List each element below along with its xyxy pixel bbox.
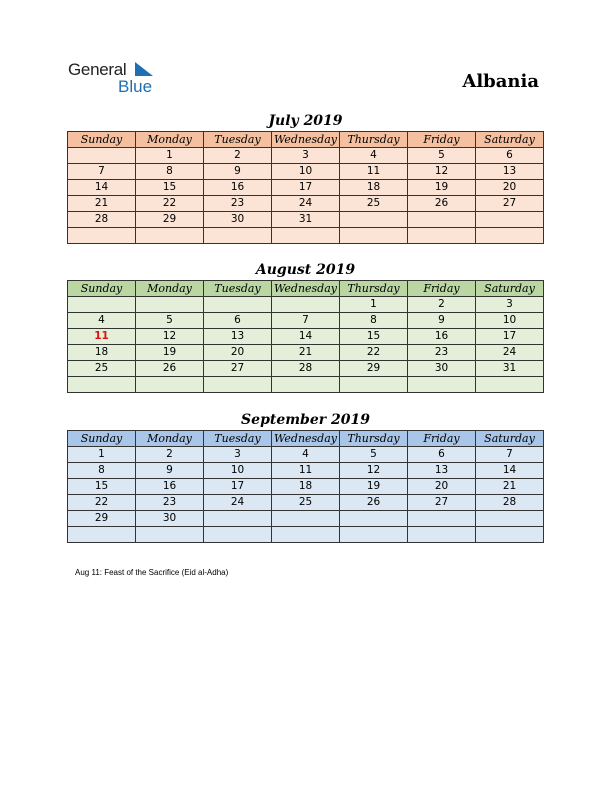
day-cell: 5: [340, 447, 408, 463]
day-cell: [68, 297, 136, 313]
weekday-header: Saturday: [476, 281, 544, 297]
day-cell: 27: [476, 196, 544, 212]
day-cell: 2: [136, 447, 204, 463]
weekday-header: Thursday: [340, 431, 408, 447]
day-cell: 30: [136, 511, 204, 527]
week-row: [68, 180, 544, 196]
week-row: [68, 377, 544, 393]
day-cell: 10: [272, 164, 340, 180]
day-cell: 15: [68, 479, 136, 495]
day-cell: 5: [136, 313, 204, 329]
day-cell: 20: [476, 180, 544, 196]
day-cell: 31: [272, 212, 340, 228]
day-cell: 10: [204, 463, 272, 479]
calendar-grid: [67, 430, 544, 543]
brand-logo: [68, 60, 168, 96]
day-cell: 3: [476, 297, 544, 313]
day-cell: 22: [136, 196, 204, 212]
month-title: July 2019: [268, 113, 343, 129]
day-cell: 18: [68, 345, 136, 361]
weekday-header: Wednesday: [272, 281, 340, 297]
day-cell: [272, 228, 340, 244]
day-cell: 15: [340, 329, 408, 345]
week-row: [68, 527, 544, 543]
day-cell: 12: [136, 329, 204, 345]
day-cell: [476, 377, 544, 393]
day-cell: [476, 511, 544, 527]
weekday-header: Sunday: [68, 431, 136, 447]
weekday-header: Friday: [408, 281, 476, 297]
day-cell: 2: [408, 297, 476, 313]
day-cell: 18: [272, 479, 340, 495]
day-cell: 12: [408, 164, 476, 180]
day-cell: 7: [68, 164, 136, 180]
week-row: [68, 495, 544, 511]
day-cell: [340, 377, 408, 393]
weekday-header-row: [68, 431, 544, 447]
day-cell: 6: [408, 447, 476, 463]
week-row: [68, 212, 544, 228]
day-cell: 28: [68, 212, 136, 228]
day-cell: 4: [272, 447, 340, 463]
day-cell: 1: [136, 148, 204, 164]
calendar-grid: [67, 280, 544, 393]
day-cell: 29: [68, 511, 136, 527]
month-july: [67, 111, 544, 244]
day-cell: 3: [272, 148, 340, 164]
day-cell: [204, 527, 272, 543]
day-cell: 26: [408, 196, 476, 212]
day-cell: 9: [408, 313, 476, 329]
month-title: August 2019: [255, 262, 356, 278]
day-cell: [408, 228, 476, 244]
day-cell: 17: [272, 180, 340, 196]
day-cell: 12: [340, 463, 408, 479]
weekday-header: Wednesday: [272, 431, 340, 447]
weekday-header: Sunday: [68, 132, 136, 148]
day-cell: 14: [476, 463, 544, 479]
weekday-header: Tuesday: [204, 431, 272, 447]
day-cell: [408, 212, 476, 228]
weekday-header-row: [68, 281, 544, 297]
day-cell: [408, 511, 476, 527]
logo-general-text: General: [68, 60, 127, 79]
week-row: [68, 297, 544, 313]
day-cell: 6: [476, 148, 544, 164]
day-cell: 17: [204, 479, 272, 495]
day-cell: 21: [68, 196, 136, 212]
logo-flag-icon: [135, 62, 153, 76]
day-cell: 23: [408, 345, 476, 361]
day-cell: [204, 228, 272, 244]
week-row: [68, 447, 544, 463]
day-cell: [408, 527, 476, 543]
weekday-header: Thursday: [340, 281, 408, 297]
day-cell: [68, 228, 136, 244]
day-cell: 20: [204, 345, 272, 361]
week-row: [68, 148, 544, 164]
holiday-note: Aug 11: Feast of the Sacrifice (Eid al-Adha): [75, 568, 229, 577]
day-cell: 9: [204, 164, 272, 180]
day-cell: 25: [340, 196, 408, 212]
day-cell: 28: [476, 495, 544, 511]
day-cell: 2: [204, 148, 272, 164]
day-cell: 13: [408, 463, 476, 479]
day-cell: 30: [204, 212, 272, 228]
day-cell: [204, 297, 272, 313]
day-cell: 29: [136, 212, 204, 228]
day-cell: 14: [272, 329, 340, 345]
week-row: [68, 345, 544, 361]
day-cell: 14: [68, 180, 136, 196]
day-cell: [136, 527, 204, 543]
weekday-header: Monday: [136, 281, 204, 297]
day-cell: 27: [204, 361, 272, 377]
day-cell: 18: [340, 180, 408, 196]
day-cell: 24: [204, 495, 272, 511]
day-cell: 30: [408, 361, 476, 377]
day-cell: 21: [476, 479, 544, 495]
day-cell: 5: [408, 148, 476, 164]
day-cell: 24: [476, 345, 544, 361]
week-row: [68, 361, 544, 377]
weekday-header: Friday: [408, 431, 476, 447]
day-cell: [68, 148, 136, 164]
day-cell: 17: [476, 329, 544, 345]
weekday-header: Friday: [408, 132, 476, 148]
day-cell: 15: [136, 180, 204, 196]
month-september: [67, 410, 544, 543]
weekday-header: Sunday: [68, 281, 136, 297]
calendar-grid: [67, 131, 544, 244]
week-row: [68, 463, 544, 479]
day-cell: 26: [340, 495, 408, 511]
day-cell: 7: [272, 313, 340, 329]
day-cell: 25: [272, 495, 340, 511]
day-cell: 27: [408, 495, 476, 511]
day-cell: 11: [272, 463, 340, 479]
week-row: [68, 228, 544, 244]
day-cell: 8: [68, 463, 136, 479]
day-cell: 23: [136, 495, 204, 511]
day-cell: 22: [340, 345, 408, 361]
day-cell: [136, 377, 204, 393]
weekday-header: Tuesday: [204, 281, 272, 297]
day-cell: 16: [136, 479, 204, 495]
day-cell: 28: [272, 361, 340, 377]
week-row: [68, 313, 544, 329]
day-cell: 23: [204, 196, 272, 212]
day-cell: [340, 527, 408, 543]
day-cell: [408, 377, 476, 393]
day-cell: [476, 228, 544, 244]
day-cell: 6: [204, 313, 272, 329]
day-cell: 4: [68, 313, 136, 329]
week-row: [68, 329, 544, 345]
day-cell: [68, 377, 136, 393]
day-cell: [340, 228, 408, 244]
day-cell: [476, 212, 544, 228]
day-cell: 22: [68, 495, 136, 511]
day-cell: [136, 297, 204, 313]
week-row: [68, 164, 544, 180]
day-cell: [204, 377, 272, 393]
day-cell: 26: [136, 361, 204, 377]
month-title: September 2019: [241, 412, 370, 428]
day-cell: 19: [340, 479, 408, 495]
week-row: [68, 196, 544, 212]
day-cell: 24: [272, 196, 340, 212]
day-cell: 7: [476, 447, 544, 463]
day-cell: 4: [340, 148, 408, 164]
day-cell: 20: [408, 479, 476, 495]
day-cell: 8: [340, 313, 408, 329]
day-cell: [340, 212, 408, 228]
day-cell: [476, 527, 544, 543]
day-cell: 31: [476, 361, 544, 377]
day-cell: 16: [408, 329, 476, 345]
week-row: [68, 479, 544, 495]
day-cell: 11: [340, 164, 408, 180]
logo-blue-text: Blue: [118, 77, 153, 96]
day-cell: [272, 527, 340, 543]
day-cell: 1: [340, 297, 408, 313]
day-cell: 1: [68, 447, 136, 463]
weekday-header: Monday: [136, 431, 204, 447]
day-cell: [68, 527, 136, 543]
day-cell: 25: [68, 361, 136, 377]
day-cell: [272, 377, 340, 393]
country-title: Albania: [462, 71, 539, 92]
day-cell: 21: [272, 345, 340, 361]
day-cell: 13: [204, 329, 272, 345]
weekday-header-row: [68, 132, 544, 148]
day-cell: [136, 228, 204, 244]
week-row: [68, 511, 544, 527]
day-cell: [340, 511, 408, 527]
weekday-header: Tuesday: [204, 132, 272, 148]
day-cell: 8: [136, 164, 204, 180]
month-august: [67, 260, 544, 393]
day-cell: [272, 511, 340, 527]
weekday-header: Thursday: [340, 132, 408, 148]
day-cell: [272, 297, 340, 313]
weekday-header: Wednesday: [272, 132, 340, 148]
weekday-header: Saturday: [476, 132, 544, 148]
day-cell: 9: [136, 463, 204, 479]
weekday-header: Saturday: [476, 431, 544, 447]
day-cell: 11: [68, 329, 136, 345]
weekday-header: Monday: [136, 132, 204, 148]
day-cell: 29: [340, 361, 408, 377]
day-cell: 16: [204, 180, 272, 196]
day-cell: 19: [408, 180, 476, 196]
day-cell: 10: [476, 313, 544, 329]
day-cell: 3: [204, 447, 272, 463]
day-cell: [204, 511, 272, 527]
day-cell: 19: [136, 345, 204, 361]
day-cell: 13: [476, 164, 544, 180]
